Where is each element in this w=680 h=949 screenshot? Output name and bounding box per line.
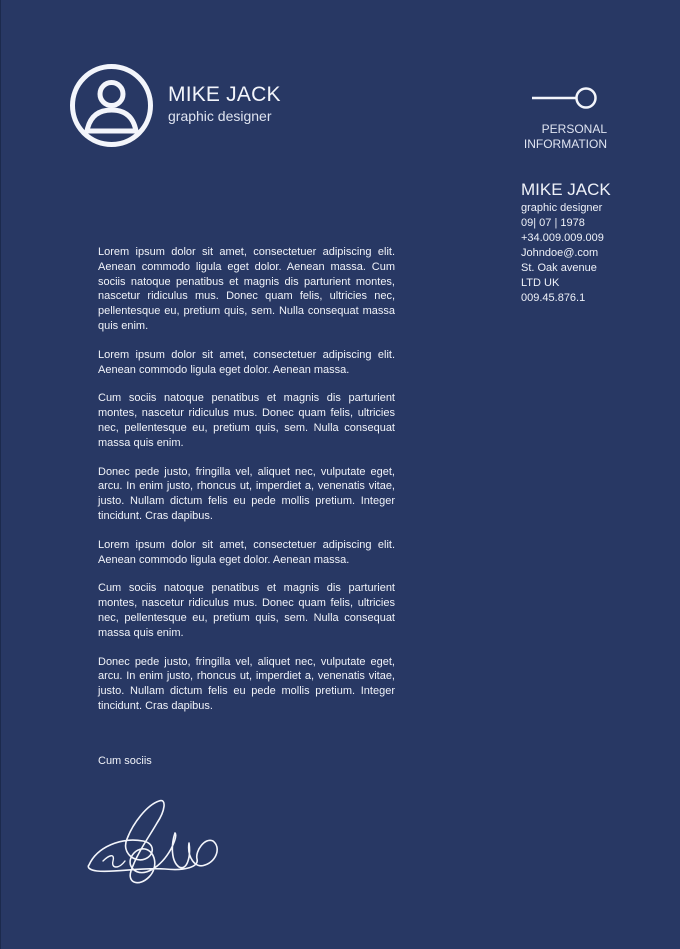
personal-role: graphic designer <box>521 202 603 214</box>
body-paragraph: Lorem ipsum dolor sit amet, consectetuer adipiscing elit. Aenean commodo ligula eget dolor. Aenean massa. <box>98 538 395 566</box>
personal-information-label <box>511 122 607 152</box>
body-paragraph: Lorem ipsum dolor sit amet, consectetuer adipiscing elit. Aenean commodo ligula eget dolor. Aenean massa. Cum sociis natoque penatibus et magnis dis parturient montes, nascetur ridiculus mus. Donec quam felis, ultricies nec, pellentesque eu, pretium quis, sem. Nulla consequat massa quis enim. <box>98 246 395 332</box>
body-paragraph: Lorem ipsum dolor sit amet, consectetuer adipiscing elit. Aenean commodo ligula eget dolor. Aenean massa. <box>98 348 395 376</box>
personal-code: 009.45.876.1 <box>521 292 586 304</box>
personal-address-line1: St. Oak avenue <box>521 262 597 274</box>
body-paragraph: Cum sociis natoque penatibus et magnis dis parturient montes, nascetur ridiculus mus. Donec quam felis, ultricies nec, pellentesque eu, pretium quis, sem. Nulla consequat massa quis enim. <box>98 582 395 639</box>
personal-name: MIKE JACK <box>521 180 611 199</box>
personal-birth-date: 09| 07 | 1978 <box>521 217 585 229</box>
header-name: MIKE JACK <box>168 83 281 106</box>
personal-phone: +34.009.009.009 <box>521 232 604 244</box>
personal-email: Johndoe@.com <box>521 247 599 259</box>
closing-text: Cum sociis <box>98 755 152 767</box>
personal-label-line2: INFORMATION <box>523 137 607 151</box>
body-paragraph: Cum sociis natoque penatibus et magnis dis parturient montes, nascetur ridiculus mus. Donec quam felis, ultricies nec, pellentesque eu, pretium quis, sem. Nulla consequat massa quis enim. <box>98 392 395 449</box>
body-paragraph: Donec pede justo, fringilla vel, aliquet nec, vulputate eget, arcu. In enim justo, rhoncus ut, imperdiet a, venenatis vitae, justo. Nullam dictum felis eu pede mollis pretium. Integer tincidunt. Cras dapibus. <box>98 465 395 522</box>
key-icon <box>530 86 598 110</box>
user-icon <box>69 63 154 148</box>
body-paragraph: Donec pede justo, fringilla vel, aliquet nec, vulputate eget, arcu. In enim justo, rhoncus ut, imperdiet a, venenatis vitae, justo. Nullam dictum felis eu pede mollis pretium. Integer tincidunt. Cras dapibus. <box>98 655 395 712</box>
signature <box>85 795 225 887</box>
letter-body <box>98 245 395 728</box>
header-role: graphic designer <box>168 108 272 124</box>
personal-address-line2: LTD UK <box>521 277 560 289</box>
personal-information-block <box>521 180 611 306</box>
personal-label-line1: PERSONAL <box>541 122 607 136</box>
